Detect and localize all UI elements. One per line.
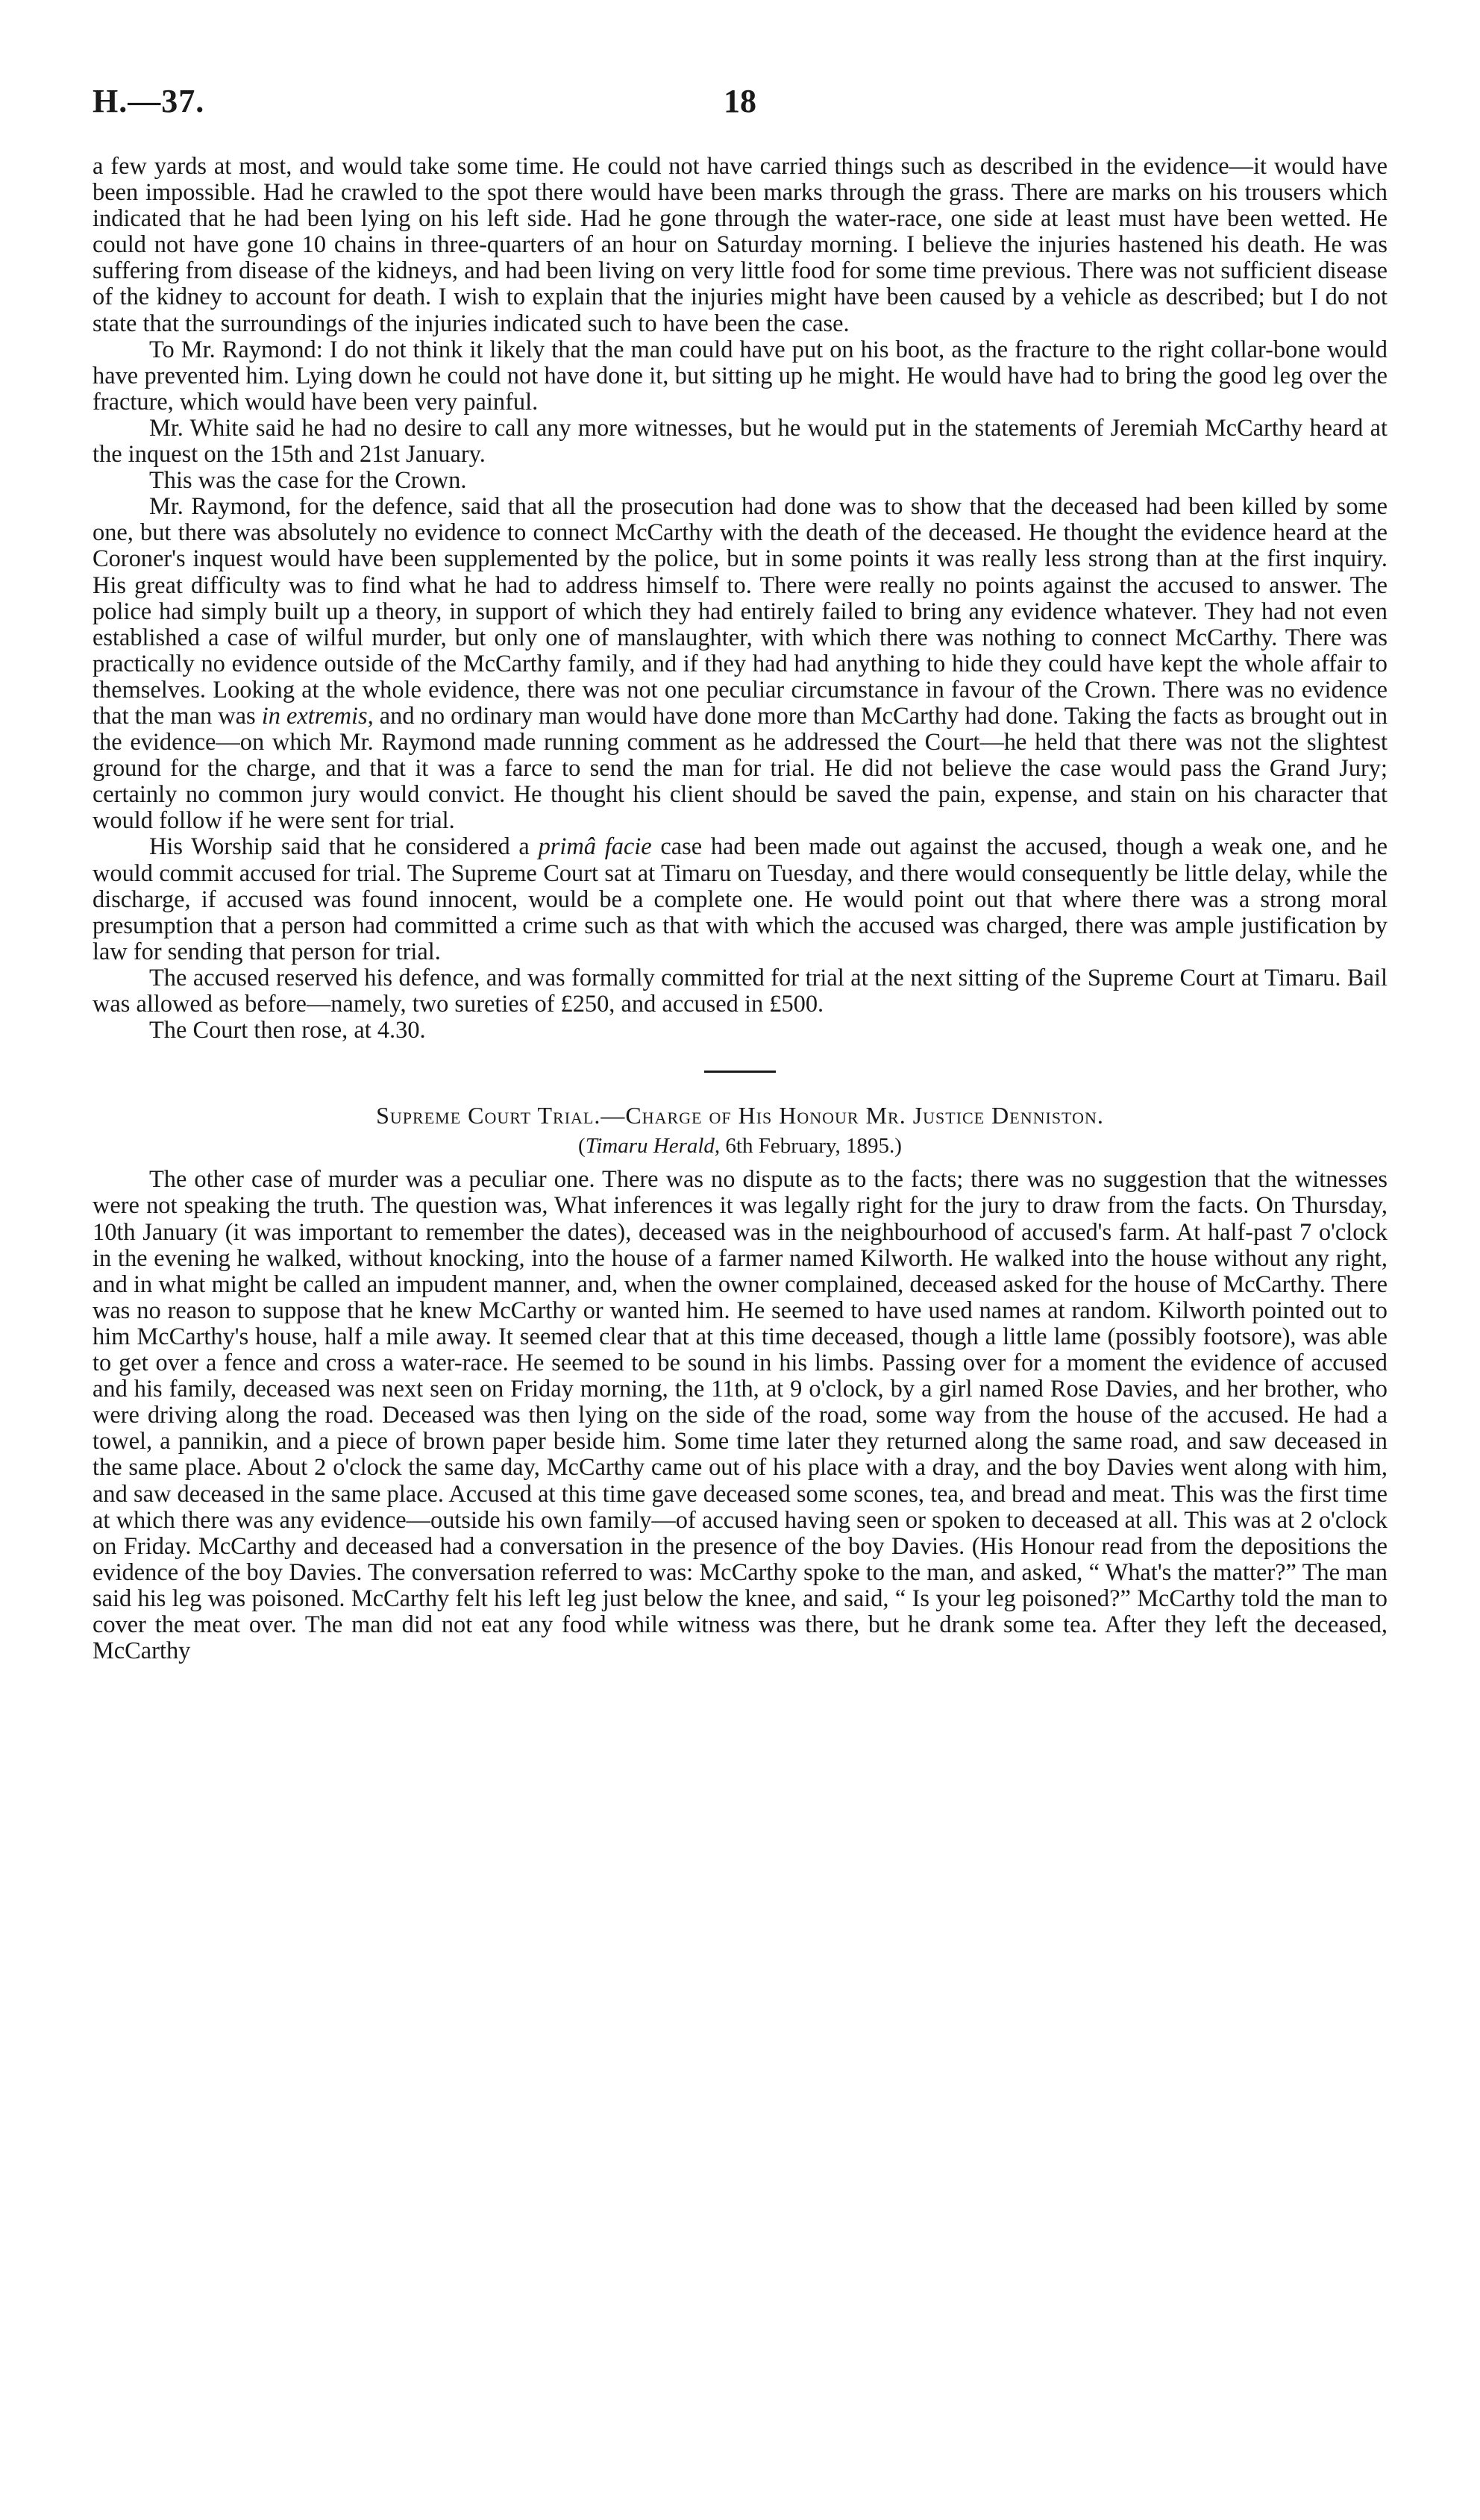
- ruling-latin-phrase: primâ facie: [538, 833, 652, 861]
- defence-text-start: Mr. Raymond, for the defence, said that all the prosecution had done was to show that the deceased had been killed by some one, but there was absolutely no evidence to connect McCarthy with the death of the deceased. He thought the evidence heard at the Coroner's inquest would have been supplemented by the police, but in some points it was really less strong than at the first inquiry. His great difficulty was to find what he had to address himself to. There were really no points against the accused to answer. The police had simply built up a theory, in support of which they had entirely failed to bring any evidence whatever. They had not even established a case of wilful murder, but only one of manslaughter, with which there was nothing to connect McCarthy. There was practically no evidence outside of the McCarthy family, and if they had had anything to hide they could have kept the whole affair to themselves. Looking at the whole evidence, there was not one peculiar circumstance in favour of the Crown. There was no evidence that the man was: [92, 493, 1388, 730]
- section-source: [92, 1133, 1388, 1159]
- source-open-paren: (: [578, 1134, 586, 1159]
- paragraph-mr-white: Mr. White said he had no desire to call any more witnesses, but he would put in the statements of Jeremiah McCarthy heard at the inquest on the 15th and 21st January.: [92, 414, 1388, 468]
- ruling-text-start: His Worship said that he considered a: [149, 833, 539, 861]
- document-body: [92, 154, 1388, 1664]
- paragraph-committal: The accused reserved his defence, and was formally committed for trial at the next sitting of the Supreme Court at Timaru. Bail was allowed as before—namely, two sureties of £250, and accused in £500.: [92, 964, 1388, 1018]
- document-code: H.—37.: [92, 83, 205, 119]
- paragraph-worship-ruling: [92, 834, 1388, 965]
- defence-latin-phrase: in extremis,: [261, 702, 374, 730]
- source-close-paren: ): [894, 1134, 902, 1159]
- paragraph-court-rose: The Court then rose, at 4.30.: [149, 1017, 426, 1044]
- section-heading: Supreme Court Trial.—Charge of His Honour Mr. Justice Denniston.: [376, 1102, 1104, 1129]
- paragraph-defence: [92, 494, 1388, 834]
- page-header: [0, 82, 1480, 127]
- paragraph-crown-case: This was the case for the Crown.: [149, 467, 467, 495]
- defence-text-end: and no ordinary man would have done more than McCarthy had done. Taking the facts as brought out in the evidence—on which Mr. Raymond made running comment as he addressed the Court—he held that there was not the slightest ground for the charge, and that it was a farce to send the man for trial. He did not believe the case would pass the Grand Jury; certainly no common jury would convict. He thought his client should be saved the pain, expense, and stain on his character that would follow if he were sent for trial.: [92, 702, 1388, 835]
- ruling-text-end: case had been made out against the accused, though a weak one, and he would commit accused for trial. The Supreme Court sat at Timaru on Tuesday, and there would consequently be little delay, while the discharge, if accused was found innocent, would be a complete one. He would point out that where there was a strong moral presumption that a person had committed a crime such as that with which the accused was charged, there was ample justification by law for sending that person for trial.: [92, 833, 1388, 965]
- source-date: 6th February, 1895.: [720, 1134, 895, 1159]
- source-newspaper: Timaru Herald,: [585, 1134, 721, 1159]
- paragraph-judge-charge: The other case of murder was a peculiar one. There was no dispute as to the facts; there was no suggestion that the witnesses were not speaking the truth. The question was, What inferences it was legally right for the jury to draw from the facts. On Thursday, 10th January (it was important to remember the dates), deceased was in the neighbourhood of accused's farm. At half-past 7 o'clock in the evening he walked, without knocking, into the house of a farmer named Kilworth. He walked into the house without any right, and in what might be called an impudent manner, and, when the owner complained, deceased asked for the house of McCarthy. There was no reason to suppose that he knew McCarthy or wanted him. He seemed to have used names at random. Kilworth pointed out to him McCarthy's house, half a mile away. It seemed clear that at this time deceased, though a little lame (possibly footsore), was able to get over a fence and cross a water-race. He seemed to be sound in his limbs. Passing over for a moment the evidence of accused and his family, deceased was next seen on Friday morning, the 11th, at 9 o'clock, by a girl named Rose Davies, and her brother, who were driving along the road. Deceased was then lying on the side of the road, some way from the house of the accused. He had a towel, a pannikin, and a piece of brown paper beside him. Some time later they returned along the same road, and saw deceased in the same place. About 2 o'clock the same day, McCarthy came out of his place with a dray, and the boy Davies went along with him, and saw deceased in the same place. Accused at this time gave deceased some scones, tea, and bread and meat. This was the first time at which there was any evidence—outside his own family—of accused having seen or spoken to deceased at all. This was at 2 o'clock on Friday. McCarthy and deceased had a conversation in the presence of the boy Davies. (His Honour read from the depositions the evidence of the boy Davies. The conversation referred to was: McCarthy spoke to the man, and asked, “ What's the matter?” The man said his leg was poisoned. McCarthy felt his left leg just below the knee, and said, “ Is your leg poisoned?” McCarthy told the man to cover the meat over. The man did not eat any food while witness was there, but he drank some tea. After they left the deceased, McCarthy: [92, 1166, 1388, 1665]
- paragraph-cross-examination: To Mr. Raymond: I do not think it likely that the man could have put on his boot, as the fracture to the right collar-bone would have prevented him. Lying down he could not have done it, but sitting up he might. He would have had to bring the good leg over the fracture, which would have been very painful.: [92, 336, 1388, 416]
- paragraph-continued: a few yards at most, and would take some time. He could not have carried things such as described in the evidence—it would have been impossible. Had he crawled to the spot there would have been marks through the grass. There are marks on his trousers which indicated that he had been lying on his left side. Had he gone through the water-race, one side at least must have been wetted. He could not have gone 10 chains in three-quarters of an hour on Saturday morning. I believe the injuries hastened his death. He was suffering from disease of the kidneys, and had been living on very little food for some time previous. There was not sufficient disease of the kidney to account for death. I wish to explain that the injuries might have been caused by a vehicle as described; but I do not state that the surroundings of the injuries indicated such to have been the case.: [92, 153, 1388, 337]
- page-number: 18: [724, 83, 756, 119]
- section-divider: [704, 1071, 776, 1073]
